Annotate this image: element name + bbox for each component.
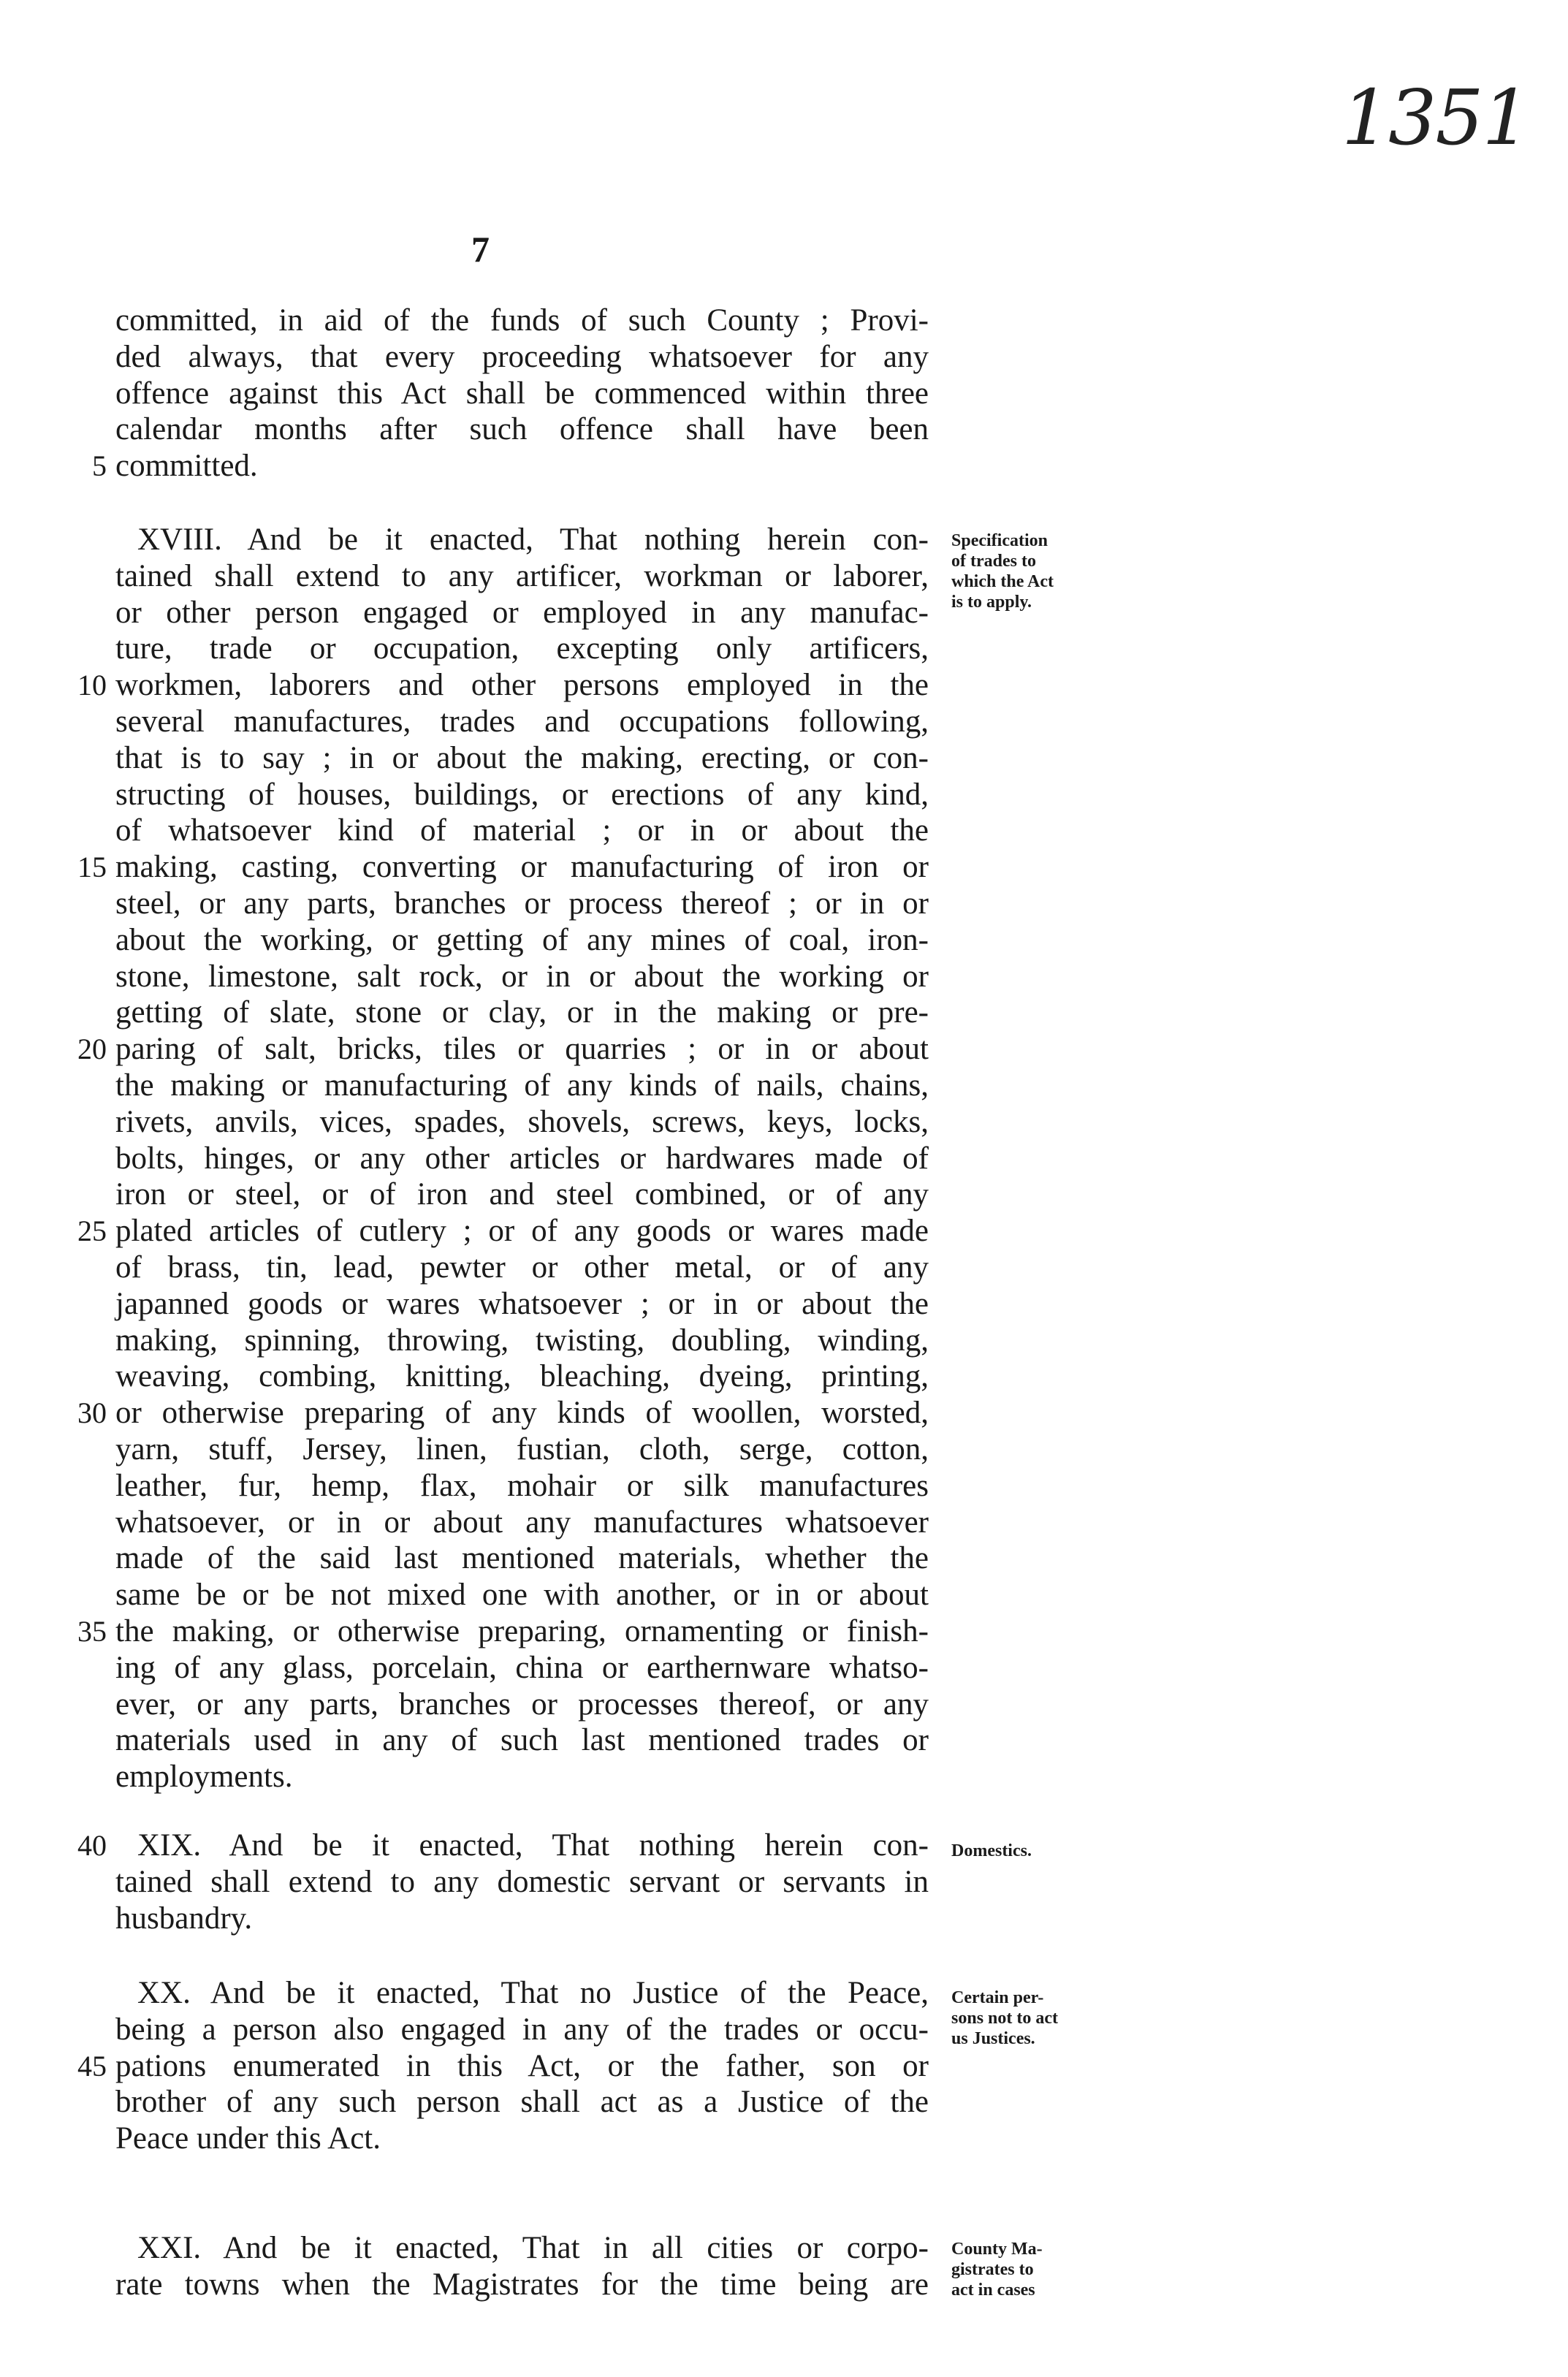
text-line	[115, 813, 929, 849]
margin-note-specification	[951, 530, 1097, 612]
line-text: calendar months after such offence shall have been	[115, 412, 929, 447]
text-line	[77, 1031, 929, 1068]
line-text: structing of houses, buildings, or erections of any kind,	[115, 777, 929, 812]
text-line	[77, 1613, 929, 1650]
text-line	[115, 1759, 929, 1795]
line-text: making, casting, converting or manufacturing of iron or	[115, 850, 929, 885]
line-text: rivets, anvils, vices, spades, shovels, screws, keys, locks,	[115, 1104, 929, 1139]
text-line	[115, 994, 929, 1031]
line-text: bolts, hinges, or any other articles or hardwares made of	[115, 1141, 929, 1176]
text-line	[115, 1176, 929, 1213]
text-line	[115, 1431, 929, 1468]
text-line	[115, 1577, 929, 1613]
line-number: 35	[77, 1614, 107, 1648]
line-text: weaving, combing, knitting, bleaching, dyeing, printing,	[115, 1359, 929, 1394]
line-text: several manufactures, trades and occupations following,	[115, 704, 929, 739]
text-line	[115, 631, 929, 667]
line-text: employments.	[115, 1760, 293, 1795]
text-line	[115, 959, 929, 995]
margin-note-line: which the Act	[951, 572, 1054, 591]
text-line	[115, 1864, 929, 1901]
paragraph-section-xviii	[77, 522, 929, 1795]
line-text: plated articles of cutlery ; or of any goods or wares made	[115, 1214, 929, 1249]
text-line	[115, 595, 929, 631]
line-text: ture, trade or occupation, excepting only artificers,	[115, 631, 929, 666]
line-text: Peace under this Act.	[115, 2121, 381, 2156]
line-text: XIX. And be it enacted, That nothing herein con-	[137, 1828, 929, 1863]
line-text: iron or steel, or of iron and steel combined, or of any	[115, 1177, 929, 1212]
line-text: the making, or otherwise preparing, ornamenting or finish-	[115, 1613, 929, 1648]
line-text: making, spinning, throwing, twisting, doubling, winding,	[115, 1323, 929, 1358]
line-number: 5	[92, 449, 107, 483]
text-line	[115, 522, 929, 558]
text-line	[77, 1213, 929, 1250]
line-text: yarn, stuff, Jersey, linen, fustian, cloth, serge, cotton,	[115, 1431, 929, 1467]
text-line	[115, 2084, 929, 2121]
text-line	[77, 849, 929, 886]
text-line	[77, 1828, 929, 1864]
text-line	[77, 667, 929, 704]
line-text: materials used in any of such last mentioned trades or	[115, 1723, 929, 1758]
line-text: ded always, that every proceeding whatsoever for any	[115, 339, 929, 374]
text-line	[115, 1468, 929, 1505]
paragraph-intro	[92, 303, 929, 484]
line-text: committed, in aid of the funds of such County ; Provi-	[115, 303, 929, 338]
text-line	[115, 2230, 929, 2267]
line-text: about the working, or getting of any mines of coal, iron-	[115, 922, 929, 957]
text-line	[115, 2267, 929, 2303]
text-line	[115, 339, 929, 376]
line-text: paring of salt, bricks, tiles or quarries ; or in or about	[115, 1032, 929, 1067]
text-line	[115, 740, 929, 777]
line-text: ever, or any parts, branches or processes thereof, or any	[115, 1686, 929, 1722]
line-text: XX. And be it enacted, That no Justice of the Peace,	[137, 1976, 929, 2010]
line-text: the making or manufacturing of any kinds of nails, chains,	[115, 1068, 929, 1103]
line-text: rate towns when the Magistrates for the time being are	[115, 2267, 929, 2302]
paragraph-section-xix	[77, 1828, 929, 1936]
paragraph-section-xx	[77, 1975, 929, 2157]
text-line	[115, 1141, 929, 1177]
text-line	[115, 886, 929, 922]
text-line	[115, 1650, 929, 1686]
line-text: same be or be not mixed one with another, or in or about	[115, 1578, 929, 1613]
text-line	[115, 1358, 929, 1395]
line-text: stone, limestone, salt rock, or in or about the working or	[115, 959, 929, 994]
text-line	[115, 411, 929, 448]
handwritten-page-mark: 1351	[1341, 73, 1529, 162]
line-text: husbandry.	[115, 1901, 253, 1936]
text-line	[77, 1395, 929, 1431]
text-line	[115, 1323, 929, 1359]
text-line	[115, 1068, 929, 1104]
margin-note-domestics	[951, 1841, 1097, 1861]
line-text: pations enumerated in this Act, or the father, son or	[115, 2048, 929, 2083]
text-line	[115, 1286, 929, 1323]
text-line	[115, 1901, 929, 1937]
line-text: XXI. And be it enacted, That in all cities or corpo-	[137, 2231, 929, 2265]
text-line	[115, 1104, 929, 1141]
margin-note-line: Certain per-	[951, 1988, 1044, 2007]
line-text: of brass, tin, lead, pewter or other metal, or of any	[115, 1250, 929, 1285]
line-text: brother of any such person shall act as a Justice of the	[115, 2085, 929, 2120]
line-number: 20	[77, 1032, 107, 1066]
margin-note-line: Domestics.	[951, 1841, 1032, 1860]
text-line	[115, 1250, 929, 1286]
line-text: workmen, laborers and other persons employed in the	[115, 668, 929, 703]
line-text: or other person engaged or employed in any manufac-	[115, 595, 929, 630]
line-text: japanned goods or wares whatsoever ; or in or about the	[115, 1286, 929, 1321]
line-text: being a person also engaged in any of the trades or occu-	[115, 2012, 929, 2047]
text-line	[77, 2048, 929, 2085]
line-text: offence against this Act shall be commenced within three	[115, 376, 929, 411]
text-line	[115, 922, 929, 959]
line-number: 30	[77, 1396, 107, 1430]
text-line	[115, 1722, 929, 1759]
margin-note-line: us Justices.	[951, 2029, 1035, 2048]
margin-note-line: gistrates to	[951, 2260, 1034, 2279]
line-number: 45	[77, 2049, 107, 2083]
text-line	[115, 1505, 929, 1541]
page-number: 7	[471, 229, 490, 270]
line-text: or otherwise preparing of any kinds of woollen, worsted,	[115, 1396, 929, 1431]
line-text: made of the said last mentioned materials, whether the	[115, 1541, 929, 1576]
margin-note-county-magistrates	[951, 2239, 1097, 2300]
line-number: 15	[77, 851, 107, 884]
line-text: tained shall extend to any artificer, workman or laborer,	[115, 558, 929, 593]
line-number: 25	[77, 1214, 107, 1248]
line-text: ing of any glass, porcelain, china or earthernware whatso-	[115, 1650, 929, 1685]
text-line	[115, 1975, 929, 2012]
line-text: XVIII. And be it enacted, That nothing herein con-	[137, 522, 929, 557]
text-line	[115, 1686, 929, 1723]
text-line	[115, 704, 929, 740]
line-text: committed.	[115, 449, 258, 484]
text-line	[115, 777, 929, 813]
text-line	[115, 2012, 929, 2048]
paragraph-section-xxi	[115, 2230, 929, 2303]
line-text: steel, or any parts, branches or process thereof ; or in or	[115, 886, 929, 921]
line-text: that is to say ; in or about the making, erecting, or con-	[115, 740, 929, 775]
line-text: tained shall extend to any domestic servant or servants in	[115, 1864, 929, 1899]
line-text: of whatsoever kind of material ; or in or about the	[115, 813, 929, 848]
text-line	[115, 303, 929, 339]
margin-note-line: is to apply.	[951, 593, 1032, 612]
margin-note-line: County Ma-	[951, 2240, 1043, 2259]
margin-note-line: of trades to	[951, 552, 1036, 571]
margin-note-line: act in cases	[951, 2281, 1035, 2300]
line-text: getting of slate, stone or clay, or in the making or pre-	[115, 995, 929, 1030]
line-text: whatsoever, or in or about any manufactures whatsoever	[115, 1505, 929, 1540]
text-line	[115, 1540, 929, 1577]
line-number: 40	[77, 1829, 107, 1862]
line-number: 10	[77, 669, 107, 702]
margin-note-certain-persons	[951, 1988, 1097, 2049]
margin-note-line: sons not to act	[951, 2009, 1059, 2028]
text-line	[92, 448, 929, 484]
text-line	[115, 558, 929, 595]
text-line	[115, 2121, 929, 2157]
margin-note-line: Specification	[951, 531, 1048, 550]
line-text: leather, fur, hemp, flax, mohair or silk manufactures	[115, 1468, 929, 1503]
text-line	[115, 376, 929, 412]
